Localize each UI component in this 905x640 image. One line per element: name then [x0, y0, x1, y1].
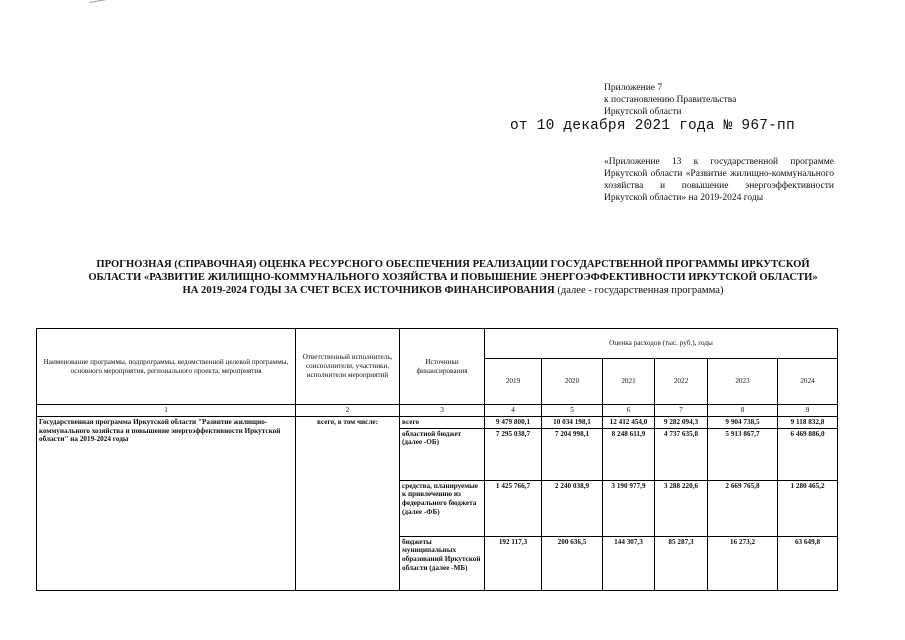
title-line-3 — [40, 284, 866, 297]
value-cell: 8 248 611,9 — [603, 428, 655, 480]
value-cell: 16 273,2 — [708, 536, 778, 590]
value-cell: 2 669 765,8 — [708, 480, 778, 536]
title-line-1: ПРОГНОЗНАЯ (СПРАВОЧНАЯ) ОЦЕНКА РЕСУРСНОГО ОБЕСПЕЧЕНИЯ РЕАЛИЗАЦИИ ГОСУДАРСТВЕННОЙ ПРОГРАММЫ ИРКУТСКОЙ — [96, 259, 810, 270]
value-cell: 63 649,8 — [778, 536, 838, 590]
appendix-line-3: Иркутской области — [604, 107, 682, 117]
value-cell: 7 295 038,7 — [485, 428, 542, 480]
source-cell: всего — [400, 416, 485, 428]
value-cell: 7 204 998,1 — [542, 428, 603, 480]
header-source: Источники финансирования — [400, 329, 485, 405]
value-cell: 2 240 038,9 — [542, 480, 603, 536]
appendix-block — [604, 82, 736, 118]
value-cell: 1 425 766,7 — [485, 480, 542, 536]
scan-mark — [89, 0, 112, 11]
value-cell: 3 190 977,9 — [603, 480, 655, 536]
header-year: 2024 — [778, 359, 838, 405]
executor: всего, в том числе: — [296, 416, 400, 590]
value-cell: 85 287,3 — [655, 536, 708, 590]
column-number: 6 — [603, 405, 655, 417]
appendix-line-1: Приложение 7 — [604, 83, 663, 93]
header-name: Наименование программы, подпрограммы, ведомственной целевой программы, основного мероприятия, регионального проекта, мероприятия — [37, 329, 296, 405]
resource-table — [36, 328, 838, 591]
program-name: Государственная программа Иркутской области "Развитие жилищно-коммунального хозяйства и повышение энергоэффективности Иркутской области" на 2019-2024 годы — [37, 416, 296, 590]
column-number: 3 — [400, 405, 485, 417]
column-number: 5 — [542, 405, 603, 417]
value-cell: 6 469 886,0 — [778, 428, 838, 480]
source-cell: областной бюджет (далее -ОБ) — [400, 428, 485, 480]
value-cell: 9 479 800,1 — [485, 416, 542, 428]
source-cell: бюджеты муниципальных образований Иркутской области (далее -МБ) — [400, 536, 485, 590]
value-cell: 192 117,3 — [485, 536, 542, 590]
header-executor: Ответственный исполнитель, соисполнители, участники, исполнители мероприятий — [296, 329, 400, 405]
value-cell: 200 636,5 — [542, 536, 603, 590]
value-cell: 9 904 738,5 — [708, 416, 778, 428]
document-title — [40, 258, 866, 297]
title-line-3-tail: (далее - государственная программа) — [557, 285, 724, 296]
column-number: 2 — [296, 405, 400, 417]
header-year: 2023 — [708, 359, 778, 405]
header-year: 2019 — [485, 359, 542, 405]
appendix-line-2: к постановлению Правительства — [604, 95, 737, 105]
title-line-2: ОБЛАСТИ «РАЗВИТИЕ ЖИЛИЩНО-КОММУНАЛЬНОГО ХОЗЯЙСТВА И ПОВЫШЕНИЕ ЭНЕРГОЭФФЕКТИВНОСТИ ИРКУТСКОЙ ОБЛАСТИ» — [88, 272, 818, 283]
decree-date: от 10 декабря 2021 года № 967-пп — [510, 118, 795, 134]
value-cell: 3 288 220,6 — [655, 480, 708, 536]
value-cell: 144 307,3 — [603, 536, 655, 590]
column-number: 4 — [485, 405, 542, 417]
column-number: 7 — [655, 405, 708, 417]
appendix-13-block: «Приложение 13 к государственной программе Иркутской области «Развитие жилищно-коммунального хозяйства и повышение энергоэффективности Иркутской области» на 2019-2024 годы — [604, 157, 834, 203]
title-line-3-bold: НА 2019-2024 ГОДЫ ЗА СЧЕТ ВСЕХ ИСТОЧНИКОВ ФИНАНСИРОВАНИЯ — [182, 285, 555, 296]
header-year: 2020 — [542, 359, 603, 405]
value-cell: 9 282 094,3 — [655, 416, 708, 428]
column-number: 8 — [708, 405, 778, 417]
header-expenses-group: Оценка расходов (тыс. руб.), годы — [485, 329, 838, 359]
value-cell: 12 412 454,0 — [603, 416, 655, 428]
value-cell: 10 034 198,1 — [542, 416, 603, 428]
value-cell: 9 118 832,8 — [778, 416, 838, 428]
value-cell: 5 913 867,7 — [708, 428, 778, 480]
source-cell: средства, планируемые к привлечению из федерального бюджета (далее -ФБ) — [400, 480, 485, 536]
column-number: 9 — [778, 405, 838, 417]
value-cell: 4 737 635,8 — [655, 428, 708, 480]
column-number: 1 — [37, 405, 296, 417]
header-year: 2022 — [655, 359, 708, 405]
value-cell: 1 280 465,2 — [778, 480, 838, 536]
table-row — [37, 416, 838, 428]
header-year: 2021 — [603, 359, 655, 405]
